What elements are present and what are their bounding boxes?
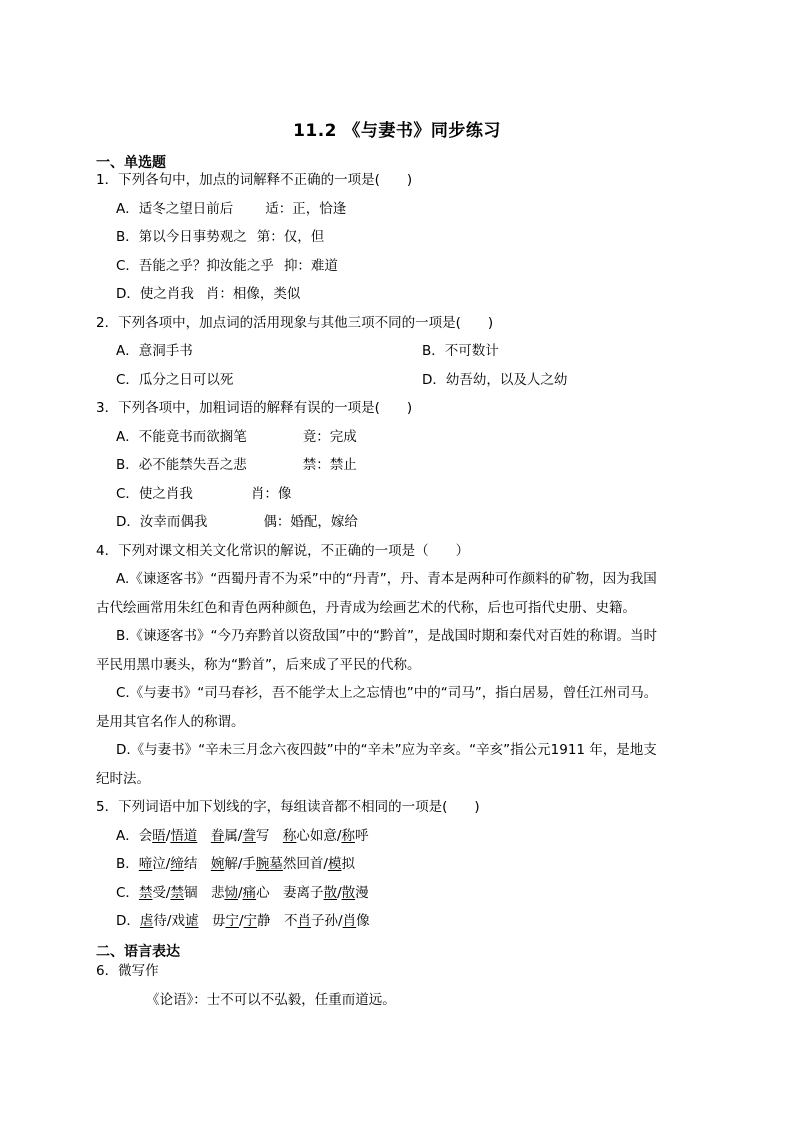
seg: 写 (255, 828, 283, 844)
question-2-option-b: B．不可数计 (422, 343, 499, 359)
underlined-char: 缔 (170, 856, 184, 872)
option-text: B．必不能禁失吾之悲 (116, 457, 247, 473)
underlined-char: 散 (341, 885, 356, 901)
underlined-char: 婉 (210, 856, 225, 872)
question-3-stem: 3．下列各项中，加粗词语的解释有误的一项是( ) (96, 400, 413, 416)
underlined-char: 宁 (243, 913, 258, 929)
question-4-option-c-line2: 是用其官名作人的称谓。 (96, 714, 245, 730)
seg: B． (116, 856, 139, 872)
seg: 心 妻离子 (256, 885, 324, 901)
question-5-option-b (116, 855, 355, 873)
question-4-option-b-line1: B.《谏逐客书》“今乃弃黔首以资敌国”中的“黔首”，是战国时期和秦代对百姓的称谓。当时 (116, 628, 658, 644)
underlined-char: 墓 (269, 856, 283, 872)
option-gloss: 偶：婚配，嫁给 (263, 514, 358, 530)
seg: C． (116, 885, 139, 901)
question-1-option-d (116, 285, 300, 303)
section-heading-language-expression: 二、语言表达 (96, 944, 180, 960)
seg: 待/戏 (153, 913, 185, 929)
question-2-stem: 2．下列各项中，加点词的活用现象与其他三项不同的一项是( ) (96, 315, 494, 331)
option-text: A．不能竟书而欲搁笔 (116, 429, 247, 445)
question-4-option-a-line2: 古代绘画常用朱红色和青色两种颜色，丹青成为绘画艺术的代称，后也可指代史册、史籍。 (96, 600, 636, 616)
seg: 悲 (211, 885, 225, 901)
seg: 属/ (224, 828, 243, 844)
section-heading-single-choice: 一、单选题 (96, 155, 166, 171)
question-5-option-d (116, 912, 370, 930)
underlined-char: 模 (327, 856, 342, 872)
seg: 呼 (354, 828, 369, 844)
question-4-option-d-line2: 纪时法。 (96, 771, 150, 787)
seg (197, 828, 211, 844)
underlined-char: 恸 (224, 885, 238, 901)
question-4-option-b-line2: 平民用黑巾裹头，称为“黔首”，后来成了平民的代称。 (96, 657, 421, 673)
seg: 结 (183, 856, 211, 872)
option-text: B．第以今日事势观之 (116, 229, 247, 245)
question-6-quote: 《论语》：士不可以不弘毅，任重而道远。 (146, 992, 396, 1008)
question-3-option-a (116, 428, 357, 446)
question-1-stem: 1．下列各句中，加点的词解释不正确的一项是( ) (96, 172, 413, 188)
document-title: 11.2 《与妻书》同步练习 (293, 121, 501, 141)
underlined-char: 誊 (242, 828, 256, 844)
seg: 毋 (198, 913, 226, 929)
question-4-option-d-line1: D.《与妻书》“辛未三月念六夜四鼓”中的“辛未”应为辛亥。“辛亥”指公元1911 年，是地支 (116, 742, 657, 758)
seg: 心如意/ (296, 828, 342, 844)
option-gloss: 适：正，恰逢 (265, 201, 347, 217)
seg: / (337, 885, 342, 901)
seg: A．会 (116, 828, 153, 844)
underlined-char: 称 (282, 828, 297, 844)
underlined-char: 肖 (342, 913, 357, 929)
question-5-option-a (116, 827, 368, 845)
option-text: C．使之肖我 (116, 486, 193, 502)
option-text: C．吾能之乎？抑汝能之乎 (116, 258, 274, 274)
option-text: D．汝幸而偶我 (116, 514, 208, 530)
question-4-option-c-line1: C.《与妻书》“司马春衫，吾不能学太上之忘情也”中的“司马”，指白居易，曾任江州司马。 (116, 685, 658, 701)
underlined-char: 禁 (170, 885, 184, 901)
question-4-stem: 4．下列对课文相关文化常识的解说，不正确的一项是（ ） (96, 543, 470, 559)
underlined-char: 悟道 (170, 828, 198, 844)
seg: 拟 (341, 856, 355, 872)
underlined-char: 啼 (138, 856, 153, 872)
question-3-option-b (116, 456, 357, 474)
question-1-option-c (116, 257, 338, 275)
seg: 静 不 (257, 913, 298, 929)
seg: / (238, 885, 243, 901)
seg: / (238, 913, 244, 929)
question-1-option-b (116, 228, 324, 246)
option-gloss: 竟：完成 (302, 429, 357, 445)
seg: 然回首/ (282, 856, 328, 872)
seg: 解/手 (224, 856, 256, 872)
question-2-option-c: C．瓜分之日可以死 (116, 372, 234, 388)
question-2-option-d: D．幼吾幼，以及人之幼 (422, 372, 568, 388)
seg: 锢 (184, 885, 211, 901)
option-gloss: 禁：禁止 (302, 457, 357, 473)
underlined-char: 痛 (242, 885, 257, 901)
seg: 泣/ (152, 856, 171, 872)
question-3-option-d (116, 513, 358, 531)
underlined-char: 称 (341, 828, 355, 844)
option-gloss: 肖：像 (250, 486, 292, 502)
underlined-char: 晤 (152, 828, 166, 844)
seg: D． (116, 913, 140, 929)
seg: / (165, 828, 171, 844)
underlined-char: 腕 (255, 856, 270, 872)
question-6-stem: 6．微写作 (96, 963, 159, 979)
option-text: D．使之肖我 (116, 286, 194, 302)
question-1-option-a (116, 200, 346, 218)
underlined-char: 散 (323, 885, 338, 901)
underlined-char: 禁 (138, 885, 153, 901)
option-gloss: 肖：相像，类似 (205, 286, 301, 302)
underlined-char: 宁 (225, 913, 239, 929)
question-3-option-c (116, 485, 291, 503)
underlined-char: 虐 (139, 913, 154, 929)
seg: 子孙/ (311, 913, 343, 929)
seg: 受/ (152, 885, 171, 901)
option-gloss: 抑：难道 (283, 258, 338, 274)
seg: 像 (356, 913, 370, 929)
question-5-stem: 5．下列词语中加下划线的字，每组读音都不相同的一项是( ) (96, 799, 480, 815)
question-2-option-a: A．意洞手书 (116, 343, 193, 359)
option-text: A．适冬之望日前后 (116, 201, 234, 217)
seg: 漫 (355, 885, 369, 901)
question-4-option-a-line1: A.《谏逐客书》“西蜀丹青不为采”中的“丹青”，丹、青本是两种可作颜料的矿物，因为我国 (116, 571, 657, 587)
underlined-char: 眷 (210, 828, 225, 844)
question-5-option-c (116, 884, 369, 902)
option-gloss: 第：仅，但 (256, 229, 325, 245)
underlined-char: 肖 (297, 913, 312, 929)
underlined-char: 谑 (184, 913, 199, 929)
